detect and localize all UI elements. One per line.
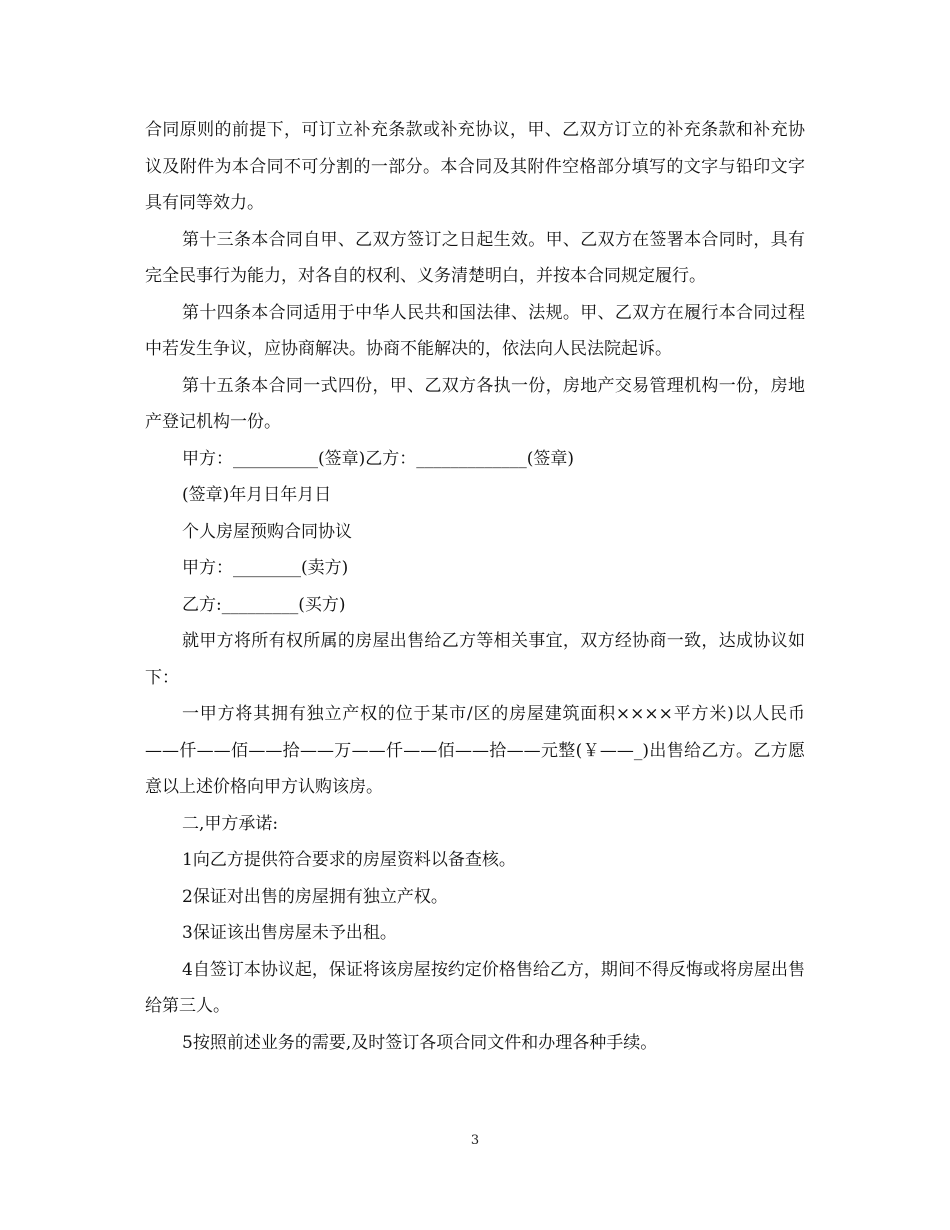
paragraph-clause-15: 第十五条本合同一式四份，甲、乙双方各执一份，房地产交易管理机构一份，房地产登记机构一份。 [145, 375, 805, 432]
promise-4: 4自签订本协议起，保证将该房屋按约定价格售给乙方，期间不得反悔或将房屋出售给第三人。 [145, 959, 805, 1016]
paragraph-clause-14: 第十四条本合同适用于中华人民共和国法律、法规。甲、乙双方在履行本合同过程中若发生争议，应协商解决。协商不能解决的，依法向人民法院起诉。 [145, 302, 805, 359]
promise-5: 5按照前述业务的需要,及时签订各项合同文件和办理各种手续。 [182, 1032, 658, 1053]
paragraph-preamble: 就甲方将所有权所属的房屋出售给乙方等相关事宜，双方经协商一致，达成协议如下： [145, 631, 805, 688]
promise-3: 3保证该出售房屋未予出租。 [182, 923, 397, 943]
page-number: 3 [470, 1133, 480, 1148]
promise-1: 1向乙方提供符合要求的房屋资料以备查核。 [182, 850, 516, 870]
paragraph-clause-13: 第十三条本合同自甲、乙双方签订之日起生效。甲、乙双方在签署本合同时，具有完全民事行为能力，对各自的权利、义务清楚明白，并按本合同规定履行。 [145, 229, 805, 286]
paragraph-clause-continuation: 合同原则的前提下，可订立补充条款或补充协议，甲、乙双方订立的补充条款和补充协议及附件为本合同不可分割的一部分。本合同及其附件空格部分填写的文字与铅印文字具有同等效力。 [145, 120, 805, 213]
promise-2: 2保证对出售的房屋拥有独立产权。 [182, 886, 448, 907]
document-body [145, 112, 805, 1061]
paragraph-item-2-heading: 二,甲方承诺: [182, 813, 279, 834]
agreement-title: 个人房屋预购合同协议 [182, 521, 352, 542]
signature-line: 甲方：__________(签章)乙方：_____________(签章) [182, 448, 575, 469]
paragraph-item-1: 一甲方将其拥有独立产权的位于某市/区的房屋建筑面积××××平方米)以人民币——仟——佰——拾——万——仟——佰——拾——元整(￥——_)出售给乙方。乙方愿意以上述价格向甲方认购该房。 [145, 704, 805, 797]
date-line: (签章)年月日年月日 [182, 485, 332, 505]
party-a-line: 甲方：________(卖方) [182, 558, 349, 578]
party-b-line: 乙方:_________(买方) [182, 594, 346, 615]
